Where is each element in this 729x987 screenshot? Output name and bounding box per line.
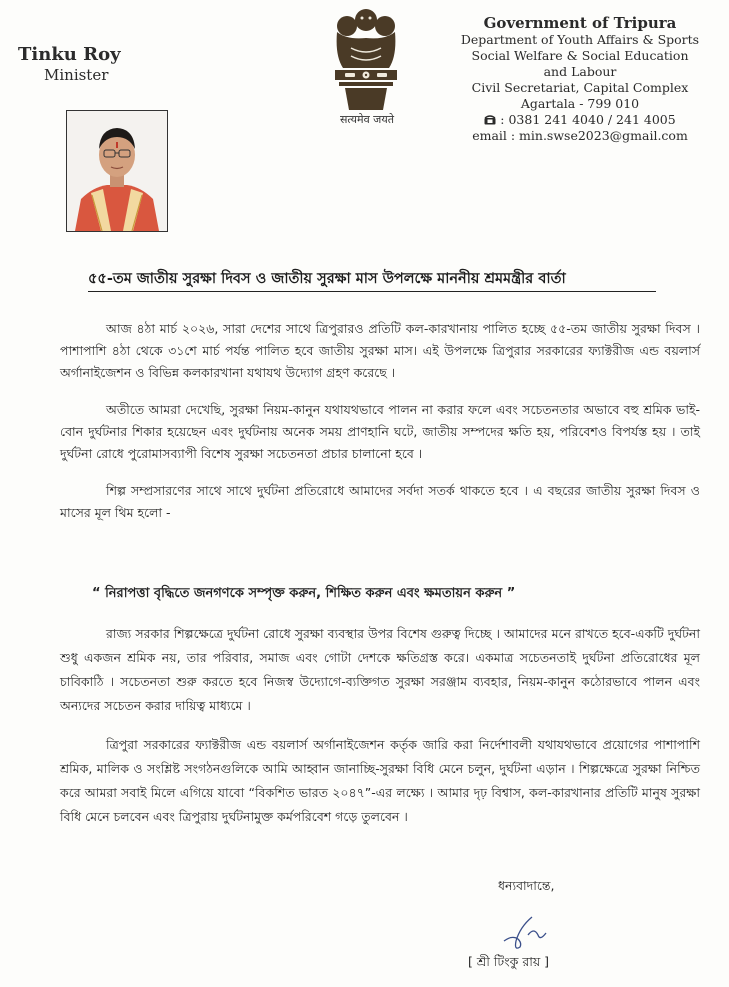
- telephone-icon: [484, 115, 496, 125]
- minister-photo: [66, 110, 168, 232]
- emblem-motto: सत्यमेव जयते: [339, 113, 394, 126]
- email-address: email : min.swse2023@gmail.com: [472, 128, 688, 143]
- government-address-block: [455, 14, 705, 144]
- phone-line: [455, 112, 705, 128]
- phone-number: : 0381 241 4040 / 241 4005: [500, 112, 676, 127]
- signer-name: [ শ্রী টিংকু রায় ]: [468, 954, 550, 969]
- letter-heading: ৫৫-তম জাতীয় সুরক্ষা দিবস ও জাতীয় সুরক্ষা মাস উপলক্ষে মাননীয় শ্রমমন্ত্রীর বার্তা: [88, 271, 566, 287]
- paragraph-5: ত্রিপুরা সরকারের ফ্যাক্টরীজ এন্ড বয়লার্স অর্গানাইজেশন কর্তৃক জারি করা নির্দেশাবলী যথাযথভাবে প্রয়োগের পাশাপাশি শ্রমিক, মালিক ও সংশ্লিষ্ট সংগঠনগুলিকে আমি আহ্বান জানাচ্ছি-সুরক্ষা বিধি মেনে চলুন, দুর্ঘটনা এড়ান । শিল্পক্ষেত্রে সুরক্ষা নিশ্চিত করে আমরা সবাই মিলে এগিয়ে যাবো “বিকশিত ভারত ২০৪৭”-এর লক্ষ্যে । আমার দৃঢ় বিশ্বাস, কল-কারখানার প্রতিটি মানুষ সুরক্ষা বিধি মেনে চলবেন এবং ত্রিপুরায় দুর্ঘটনামুক্ত কর্মপরিবেশ গড়ে তুলবেন ।: [60, 737, 700, 824]
- letter-body-bottom: [60, 622, 700, 844]
- paragraph-3: শিল্প সম্প্রসারণের সাথে সাথে দুর্ঘটনা প্রতিরোধে আমাদের সর্বদা সতর্ক থাকতে হবে । এ বছরের জাতীয় সুরক্ষা দিবস ও মাসের মূল থিম হলো -: [60, 483, 700, 520]
- department-line-1: Department of Youth Affairs & Sports: [460, 32, 700, 47]
- closing-text: ধন্যবাদান্তে,: [498, 878, 555, 893]
- paragraph-4: রাজ্য সরকার শিল্পক্ষেত্রে দুর্ঘটনা রোধে সুরক্ষা ব্যবস্থার উপর বিশেষ গুরুত্ব দিচ্ছে । আমাদের মনে রাখতে হবে-একটি দুর্ঘটনা শুধু একজন শ্রমিক নয়, তার পরিবার, সমাজ এবং গোটা দেশকে ক্ষতিগ্রস্ত করে। একমাত্র সচেতনতাই দুর্ঘটনা প্রতিরোধের মূল চাবিকাঠি । সচেতনতা শুরু করতে হবে নিজস্ব উদ্যোগে-ব্যক্তিগত সুরক্ষা সরঞ্জাম ব্যবহার, নিয়ম-কানুন কঠোরভাবে পালন এবং অন্যদের সচেতন করার দায়িত্ব মাধ্যমে ।: [60, 626, 700, 713]
- government-title: Government of Tripura: [483, 14, 677, 32]
- portrait-image: [67, 111, 167, 231]
- address-line-1: Civil Secretariat, Capital Complex: [471, 80, 689, 95]
- signature-mark: [498, 905, 558, 955]
- paragraph-2: অতীতে আমরা দেখেছি, সুরক্ষা নিয়ম-কানুন যথাযথভাবে পালন না করার ফলে এবং সচেতনতার অভাবে বহু শ্রমিক ভাই-বোন দুর্ঘটনার শিকার হয়েছেন এবং দুর্ঘটনায় অনেক সময় প্রাণহানি ঘটে, জাতীয় সম্পদের ক্ষতি হয়, পরিবেশও বিপর্যস্ত হয় । তাই দুর্ঘটনা রোধে পুরোমাসব্যাপী বিশেষ সুরক্ষা সচেতনতা প্রচার চালানো হবে ।: [60, 402, 700, 461]
- minister-designation: Minister: [44, 66, 109, 84]
- paragraph-1: আজ ৪ঠা মার্চ ২০২৬, সারা দেশের সাথে ত্রিপুরারও প্রতিটি কল-কারখানায় পালিত হচ্ছে ৫৫-তম জাতীয় সুরক্ষা দিবস । পাশাপাশি ৪ঠা থেকে ৩১শে মার্চ পর্যন্ত পালিত হবে জাতীয় সুরক্ষা মাস। এই উপলক্ষে ত্রিপুরার সরকারের ফ্যাক্টরীজ এন্ড বয়লার্স অর্গানাইজেশন ও বিভিন্ন কলকারখানা যথাযথ উদ্যোগ গ্রহণ করেছে ।: [60, 321, 700, 380]
- department-line-3: and Labour: [543, 64, 617, 79]
- heading-underline: [88, 291, 656, 292]
- minister-name: Tinku Roy: [18, 44, 121, 65]
- department-line-2: Social Welfare & Social Education: [471, 48, 689, 63]
- address-line-2: Agartala - 799 010: [520, 96, 640, 111]
- theme-quote: “ নিরাপত্তা বৃদ্ধিতে জনগণকে সম্পৃক্ত করুন, শিক্ষিত করুন এবং ক্ষমতায়ন করুন ”: [92, 586, 516, 601]
- national-emblem-icon: [325, 6, 407, 112]
- letter-body-top: [60, 318, 700, 539]
